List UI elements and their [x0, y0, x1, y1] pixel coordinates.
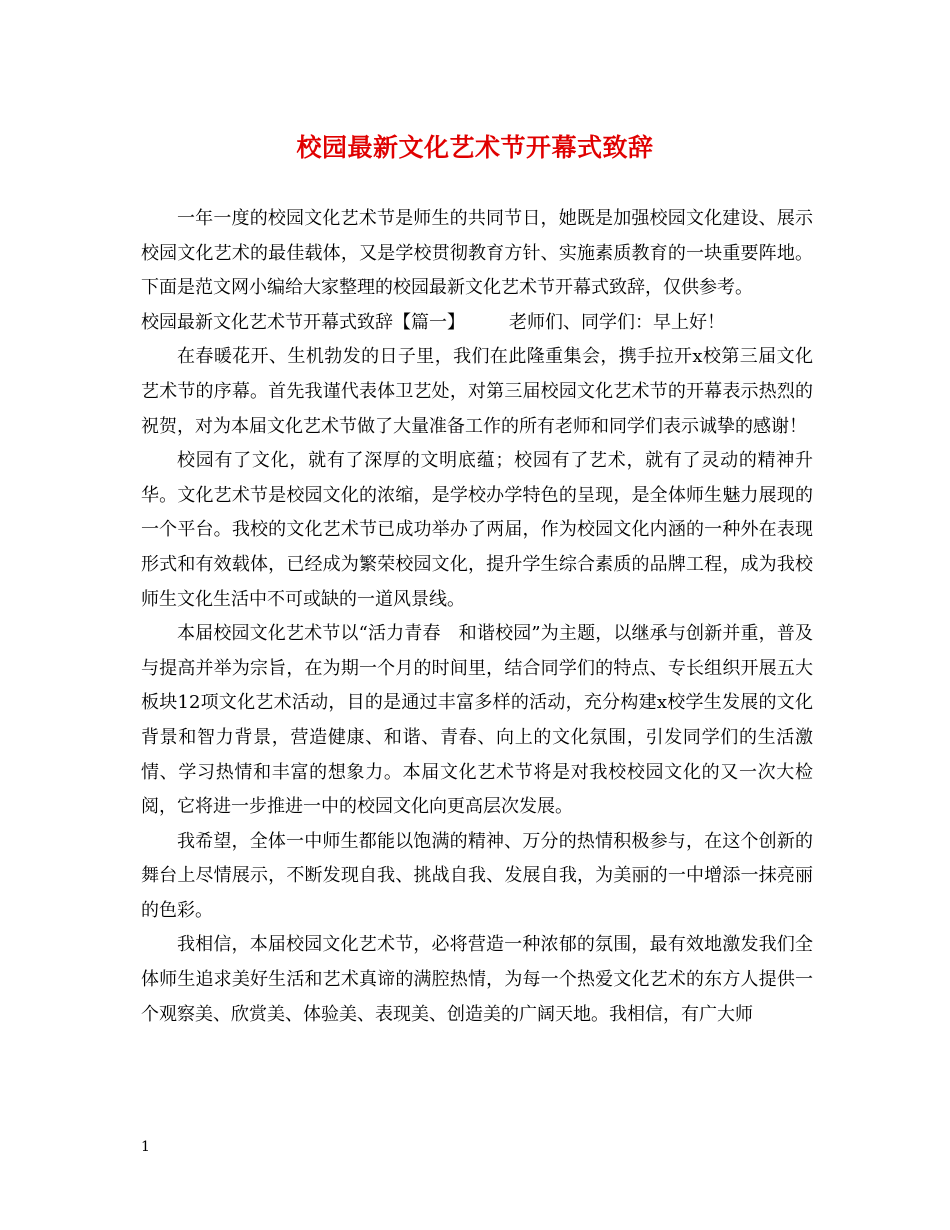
- section-line: [141, 306, 813, 341]
- greeting: 老师们、同学们：早上好！: [509, 311, 725, 333]
- body-paragraph: 校园有了文化，就有了深厚的文明底蕴；校园有了艺术，就有了灵动的精神升华。文化艺术节是校园文化的浓缩，是学校办学特色的呈现，是全体师生魅力展现的一个平台。我校的文化艺术节已成功举办了两届，作为校园文化内涵的一种外在表现形式和有效载体，已经成为繁荣校园文化，提升学生综合素质的品牌工程，成为我校师生文化生活中不可或缺的一道风景线。: [141, 450, 813, 610]
- document-body: [141, 202, 813, 1032]
- body-paragraph: 我希望，全体一中师生都能以饱满的精神、万分的热情积极参与，在这个创新的舞台上尽情展示，不断发现自我、挑战自我、发展自我，为美丽的一中增添一抹亮丽的色彩。: [141, 830, 813, 921]
- page-number: 1: [141, 1139, 150, 1155]
- body-paragraph: 在春暖花开、生机勃发的日子里，我们在此隆重集会，携手拉开x校第三届文化艺术节的序幕。首先我谨代表体卫艺处，对第三届校园文化艺术节的开幕表示热烈的祝贺，对为本届文化艺术节做了大量准备工作的所有老师和同学们表示诚挚的感谢！: [141, 346, 813, 437]
- section-heading: 校园最新文化艺术节开幕式致辞【篇一】: [141, 311, 465, 333]
- document-title: 校园最新文化艺术节开幕式致辞: [296, 133, 654, 162]
- body-paragraph: 本届校园文化艺术节以“活力青春 和谐校园”为主题，以继承与创新并重，普及与提高并举为宗旨，在为期一个月的时间里，结合同学们的特点、专长组织开展五大板块12项文化艺术活动，目的是通过丰富多样的活动，充分构建x校学生发展的文化背景和智力背景，营造健康、和谐、青春、向上的文化氛围，引发同学们的生活激情、学习热情和丰富的想象力。本届文化艺术节将是对我校校园文化的又一次大检阅，它将进一步推进一中的校园文化向更高层次发展。: [141, 623, 813, 818]
- intro-paragraph: 一年一度的校园文化艺术节是师生的共同节日，她既是加强校园文化建设、展示校园文化艺术的最佳载体，又是学校贯彻教育方针、实施素质教育的一块重要阵地。下面是范文网小编给大家整理的校园最新文化艺术节开幕式致辞，仅供参考。: [141, 208, 813, 299]
- body-paragraph: 我相信，本届校园文化艺术节，必将营造一种浓郁的氛围，最有效地激发我们全体师生追求美好生活和艺术真谛的满腔热情，为每一个热爱文化艺术的东方人提供一个观察美、欣赏美、体验美、表现美、创造美的广阔天地。我相信，有广大师: [141, 934, 813, 1025]
